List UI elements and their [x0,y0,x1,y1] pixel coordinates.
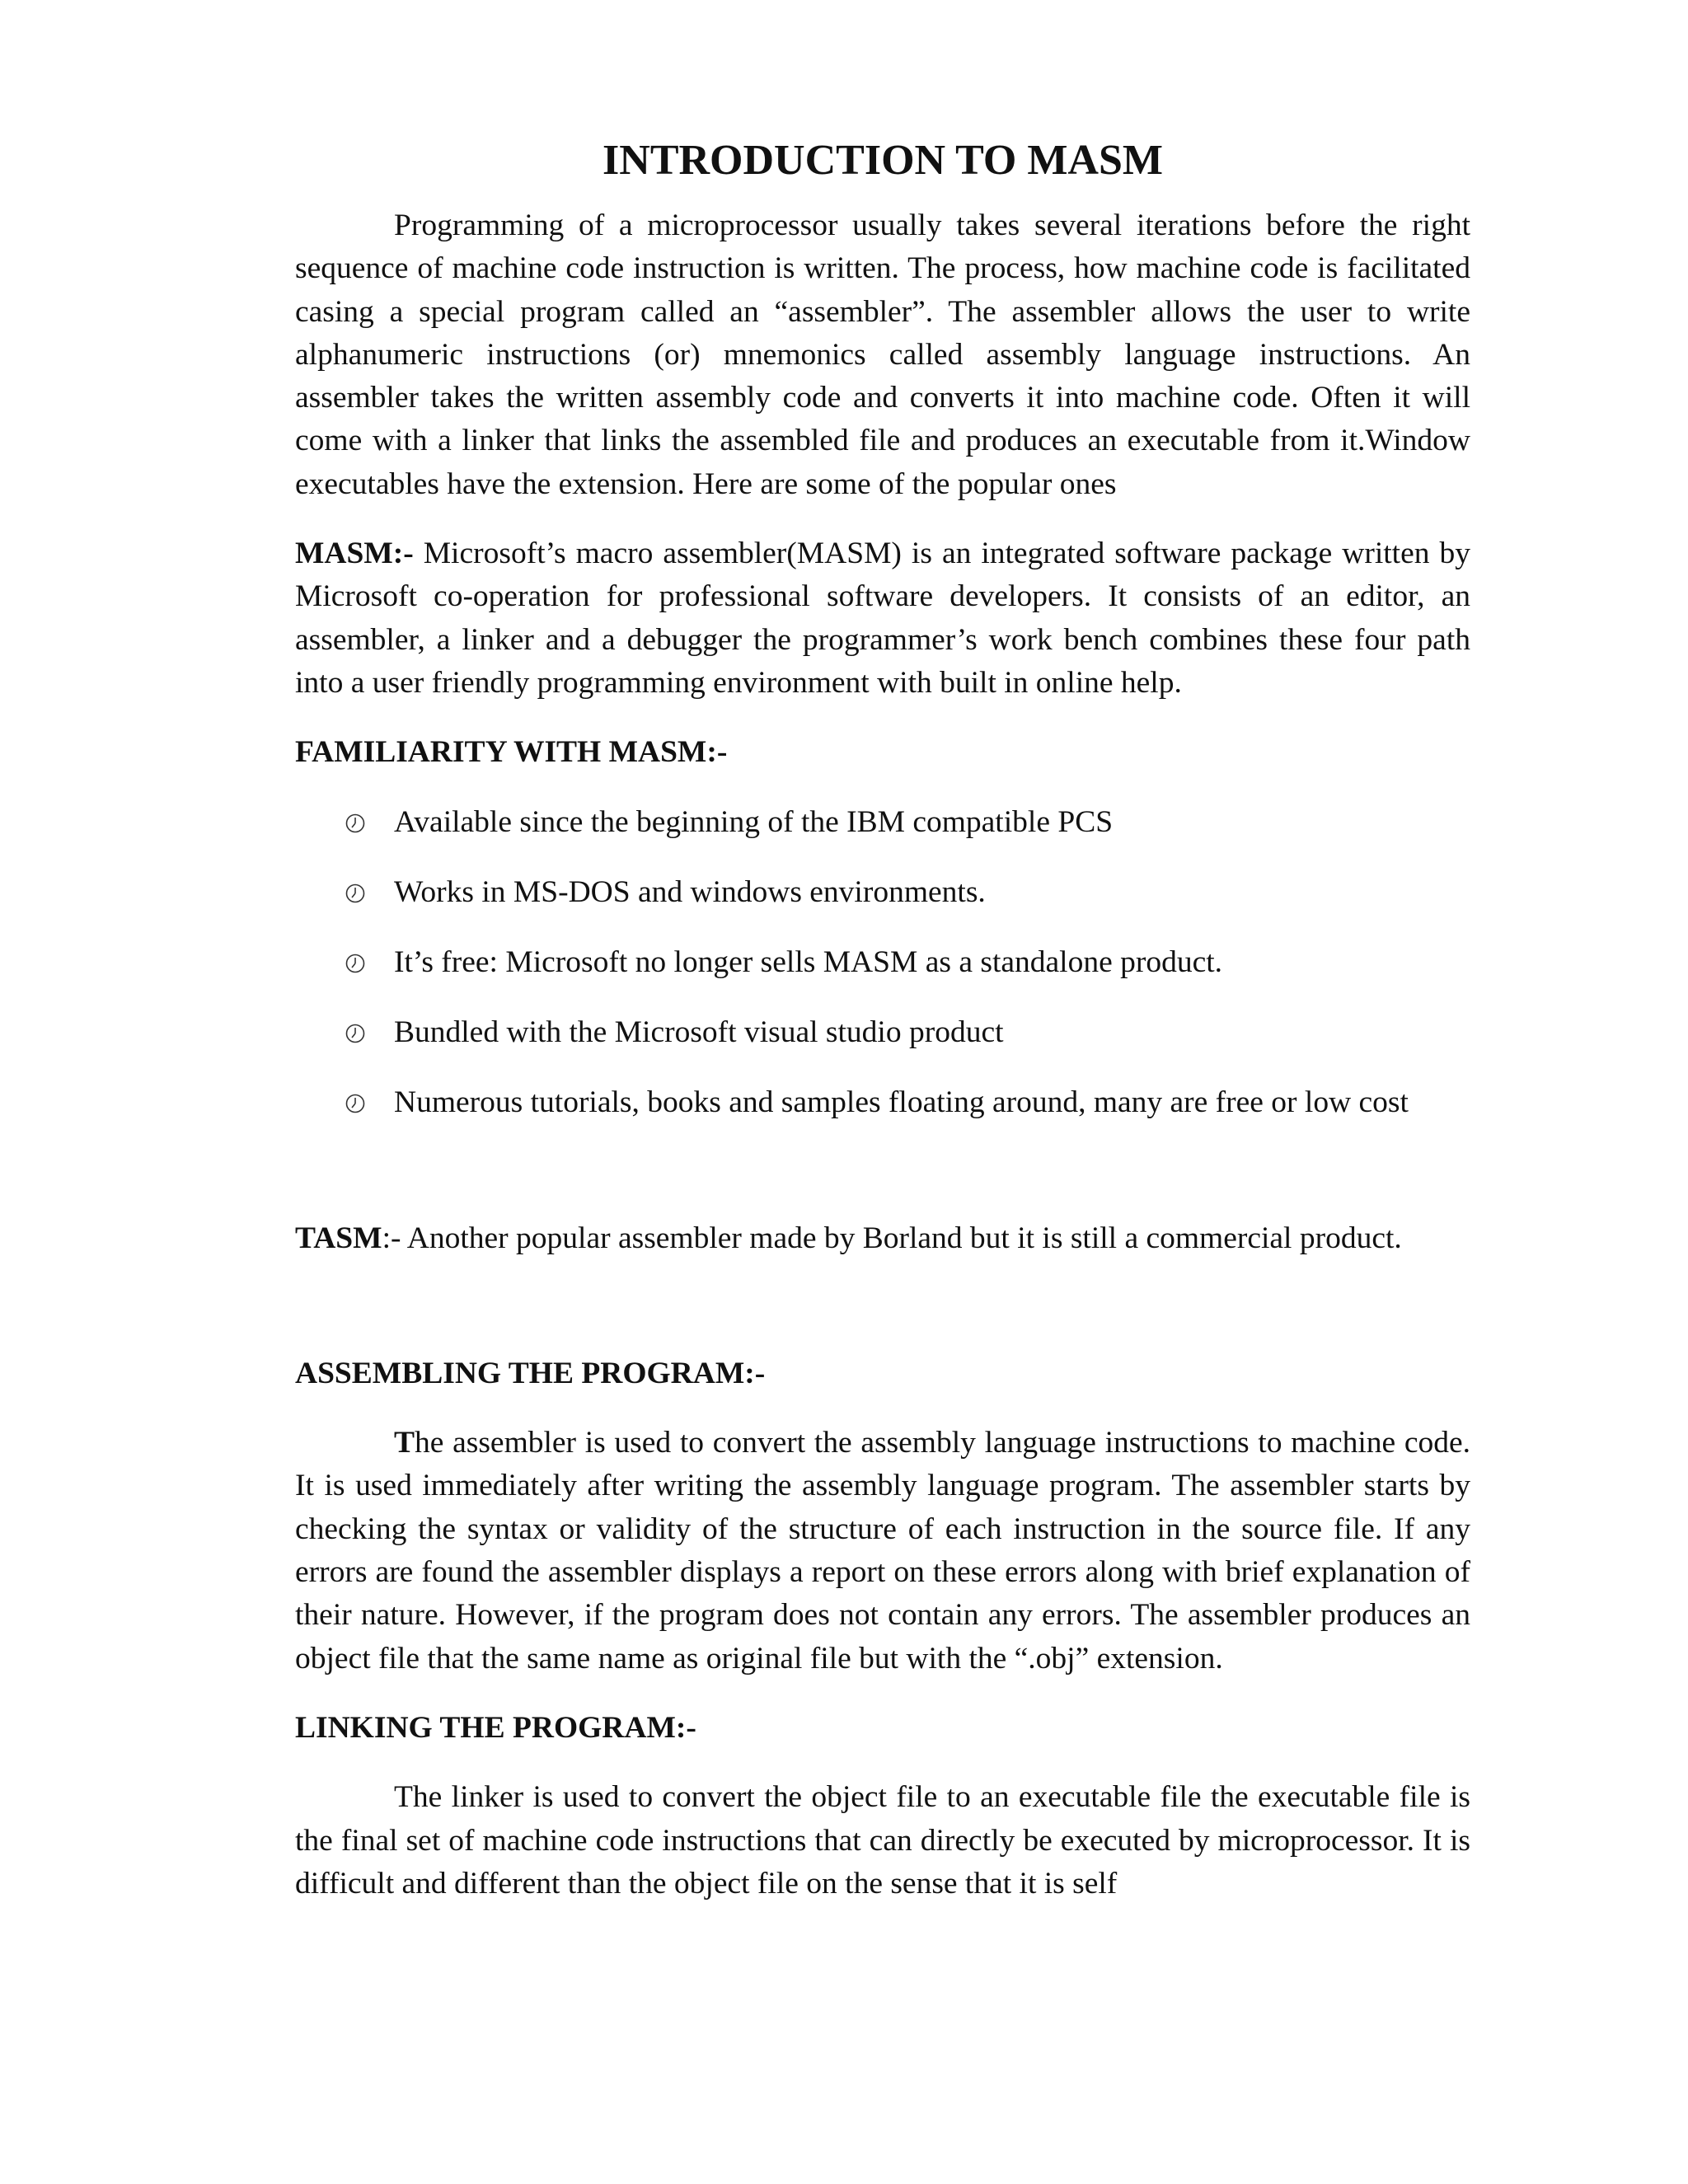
clock-icon [345,1093,366,1114]
list-item-text: Available since the beginning of the IBM compatible PCS [394,804,1114,839]
tasm-paragraph [295,1217,1470,1260]
linking-paragraph: The linker is used to convert the object file to an executable file the executable file is the final set of machine code instructions that can directly be executed by microprocessor. It is difficult and different than the object file on the sense that it is self [295,1780,1470,1900]
assembling-first-letter: T [394,1426,415,1460]
masm-text: Microsoft’s macro assembler(MASM) is an integrated software package written by Microsoft co-operation for professional software developers. It consists of an editor, an assembler, a linker and a debugger the programmer’s work bench combines these four path into a user friendly programming environment with built in online help. [295,537,1470,700]
familiarity-list [295,801,1470,1124]
list-item [295,941,1470,984]
list-item-text: Works in MS-DOS and windows environments. [394,874,986,909]
intro-paragraph: Programming of a microprocessor usually takes several iterations before the right sequence of machine code instruction is written. The process, how machine code is facilitated casing a special program called an “assembler”. The assembler allows the user to write alphanumeric instructions (or) mnemonics called assembly language instructions. An assembler takes the written assembly code and converts it into machine code. Often it will come with a linker that links the assembled file and produces an executable from it.Window executables have the extension. Here are some of the popular ones [295,209,1470,501]
spacer [295,1151,1470,1217]
tasm-text: :- Another popular assembler made by Borland but it is still a commercial product. [382,1221,1402,1255]
linking-heading: LINKING THE PROGRAM:- [295,1710,696,1745]
document-page [295,132,1470,1905]
list-item [295,801,1470,844]
list-item-text: Numerous tutorials, books and samples floating around, many are free or low cost [394,1085,1409,1119]
spacer [295,1260,1470,1326]
list-item-text: Bundled with the Microsoft visual studio product [394,1015,1004,1049]
list-item-text: It’s free: Microsoft no longer sells MASM as a standalone product. [394,944,1223,979]
list-item [295,871,1470,914]
list-item [295,1081,1470,1124]
clock-icon [345,813,366,834]
masm-paragraph [295,532,1470,705]
masm-label: MASM:- [295,537,414,571]
familiarity-heading: FAMILIARITY WITH MASM:- [295,735,728,770]
assembling-paragraph [295,1422,1470,1680]
tasm-label: TASM [295,1221,382,1255]
clock-icon [345,1023,366,1044]
clock-icon [345,953,366,974]
assembling-heading: ASSEMBLING THE PROGRAM:- [295,1356,766,1390]
assembling-text: he assembler is used to convert the assembly language instructions to machine code. It is used immediately after writing the assembly language program. The assembler starts by checking the syntax or validity of the structure of each instruction in the source file. If any errors are found the assembler displays a report on these errors along with brief explanation of their nature. However, if the program does not contain any errors. The assembler produces an object file that the same name as original file but with the “.obj” extension. [295,1426,1470,1675]
clock-icon [345,883,366,904]
page-title: INTRODUCTION TO MASM [603,137,1163,184]
list-item [295,1011,1470,1054]
